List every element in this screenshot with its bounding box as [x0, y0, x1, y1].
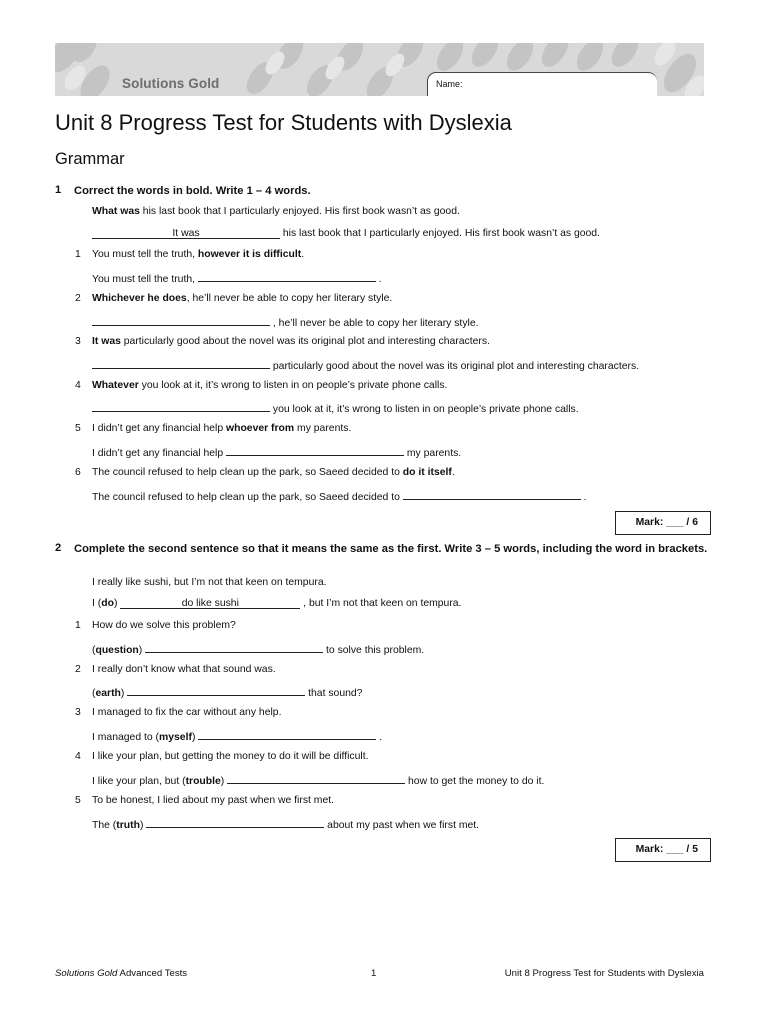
mark-box — [615, 838, 711, 862]
bracket-word: myself — [159, 732, 192, 743]
answer-blank[interactable] — [145, 642, 323, 653]
item-number: 4 — [75, 380, 81, 391]
answer-line — [92, 773, 544, 787]
sentence-text: How do we solve this problem? — [92, 620, 236, 631]
exercise-instruction: Correct the words in bold. Write 1 – 4 words. — [74, 185, 311, 197]
bold-words: What was — [92, 206, 140, 217]
answer-line — [92, 642, 424, 656]
sentence-text: , but I’m not that keen on tempura. — [300, 598, 462, 609]
list-item — [75, 751, 369, 762]
item-number: 2 — [75, 293, 81, 304]
item-number: 4 — [75, 751, 81, 762]
mark-label: Mark: ___ / 6 — [635, 517, 698, 528]
sentence-text: . — [451, 467, 455, 478]
sentence-text: To be honest, I lied about my past when we first met. — [92, 795, 334, 806]
mark-label: Mark: ___ / 5 — [635, 844, 698, 855]
example-answer-line — [92, 598, 461, 609]
answer-line — [92, 817, 479, 831]
item-number: 2 — [75, 664, 81, 675]
list-item — [75, 620, 236, 631]
list-item — [75, 467, 455, 478]
answer-line — [92, 445, 461, 459]
answer-line — [92, 685, 362, 699]
header-banner — [55, 43, 704, 96]
bold-words: Whatever — [92, 380, 139, 391]
sentence-text: ) — [191, 732, 199, 743]
sentence-text: . — [301, 249, 305, 260]
answer-blank[interactable] — [92, 401, 270, 412]
list-item — [75, 380, 448, 391]
name-label: Name: — [436, 79, 463, 89]
name-field[interactable] — [427, 72, 657, 96]
item-number: 1 — [75, 620, 81, 631]
sentence-text: . — [375, 274, 382, 285]
sentence-text: You must tell the truth, — [92, 249, 198, 260]
sentence-text: ( — [92, 645, 96, 656]
sentence-text: , he’ll never be able to copy her literary style. — [186, 293, 393, 304]
footer-series: Solutions Gold — [55, 968, 118, 979]
page-number: 1 — [371, 968, 377, 979]
answer-blank[interactable] — [198, 271, 376, 282]
sentence-text: you look at it, it’s wrong to listen in on people’s private phone calls. — [270, 404, 579, 415]
brand-logo: Solutions Gold — [122, 76, 220, 91]
sentence-text: ) — [139, 820, 147, 831]
sentence-text: The ( — [92, 820, 117, 831]
sentence-text: my parents. — [404, 448, 462, 459]
footer-text: Advanced Tests — [117, 968, 188, 979]
item-number: 3 — [75, 707, 81, 718]
sentence-text: I really like sushi, but I’m not that keen on tempura. — [92, 577, 327, 588]
sentence-text: I didn’t get any financial help — [92, 448, 227, 459]
sentence-text: The council refused to help clean up the park, so Saeed decided to — [92, 492, 403, 503]
sentence-text: his last book that I particularly enjoyed. His first book wasn’t as good. — [139, 206, 460, 217]
sentence-text: , he’ll never be able to copy her literary style. — [270, 318, 479, 329]
sentence-text: ) — [220, 776, 228, 787]
item-number: 1 — [75, 249, 81, 260]
item-number: 3 — [75, 336, 81, 347]
answer-blank[interactable] — [127, 685, 305, 696]
footer-left — [55, 968, 187, 979]
bold-words: do it itself — [402, 467, 452, 478]
item-number: 6 — [75, 467, 81, 478]
list-item — [75, 423, 352, 434]
item-number: 5 — [75, 423, 81, 434]
bracket-word: trouble — [185, 776, 221, 787]
sentence-text: I managed to fix the car without any help. — [92, 707, 282, 718]
answer-blank[interactable] — [198, 729, 376, 740]
sentence-text: I ( — [92, 598, 102, 609]
list-item — [75, 664, 276, 675]
sentence-text: his last book that I particularly enjoyed. His first book wasn’t as good. — [280, 228, 600, 239]
bracket-word: question — [95, 645, 139, 656]
sentence-text: ) — [113, 598, 121, 609]
answer-blank[interactable] — [226, 445, 404, 456]
answer-line — [92, 401, 579, 415]
sentence-text: . — [580, 492, 587, 503]
bold-words: however it is difficult — [197, 249, 302, 260]
list-item — [75, 336, 490, 347]
answer-line — [92, 489, 587, 503]
list-item — [75, 293, 393, 304]
sentence-text: particularly good about the novel was its original plot and interesting characters. — [270, 361, 640, 372]
sentence-text: how to get the money to do it. — [405, 776, 545, 787]
sentence-text: You must tell the truth, — [92, 274, 198, 285]
sentence-text: I like your plan, but ( — [92, 776, 186, 787]
answer-blank[interactable] — [403, 489, 581, 500]
sentence-text: my parents. — [294, 423, 352, 434]
sentence-text: ) — [138, 645, 146, 656]
bracket-word: do — [101, 598, 114, 609]
sentence-text: . — [376, 732, 383, 743]
sentence-text: I like your plan, but getting the money to do it will be difficult. — [92, 751, 369, 762]
footer-right: Unit 8 Progress Test for Students with Dyslexia — [504, 968, 704, 979]
section-heading: Grammar — [55, 150, 125, 168]
list-item — [75, 795, 334, 806]
answer-line — [92, 358, 639, 372]
bracket-word: earth — [95, 688, 121, 699]
bold-words: It was — [92, 336, 121, 347]
sentence-text: you look at it, it’s wrong to listen in on people’s private phone calls. — [138, 380, 448, 391]
item-number: 5 — [75, 795, 81, 806]
example-answer-line — [92, 228, 600, 239]
example-sentence — [92, 206, 460, 217]
mark-box — [615, 511, 711, 535]
sentence-text: The council refused to help clean up the park, so Saeed decided to — [92, 467, 403, 478]
exercise-number: 1 — [55, 184, 62, 196]
sentence-text: about my past when we first met. — [324, 820, 480, 831]
list-item — [75, 707, 282, 718]
answer-blank[interactable] — [92, 315, 270, 326]
sentence-text: that sound? — [305, 688, 363, 699]
answer-line — [92, 729, 382, 743]
answer-blank[interactable] — [146, 817, 324, 828]
bold-words: Whichever he does — [92, 293, 187, 304]
bold-words: whoever from — [226, 423, 295, 434]
sentence-text: I didn’t get any financial help — [92, 423, 227, 434]
answer-blank[interactable] — [92, 358, 270, 369]
sentence-text: ( — [92, 688, 96, 699]
sentence-text: I really don’t know what that sound was. — [92, 664, 276, 675]
list-item — [75, 249, 305, 260]
bracket-word: truth — [116, 820, 140, 831]
sentence-text: to solve this problem. — [323, 645, 425, 656]
sentence-text: ) — [120, 688, 128, 699]
exercise-instruction: Complete the second sentence so that it means the same as the first. Write 3 – 5 words, including the word in brackets. — [74, 543, 708, 555]
example-sentence — [92, 577, 327, 588]
answer-line — [92, 271, 382, 285]
exercise-number: 2 — [55, 542, 62, 554]
answer-line — [92, 315, 479, 329]
page-title: Unit 8 Progress Test for Students with Dyslexia — [55, 110, 512, 135]
example-answer: It was — [92, 228, 280, 239]
sentence-text: I managed to ( — [92, 732, 160, 743]
example-answer: do like sushi — [120, 598, 300, 609]
sentence-text: particularly good about the novel was its original plot and interesting characters. — [120, 336, 490, 347]
answer-blank[interactable] — [227, 773, 405, 784]
